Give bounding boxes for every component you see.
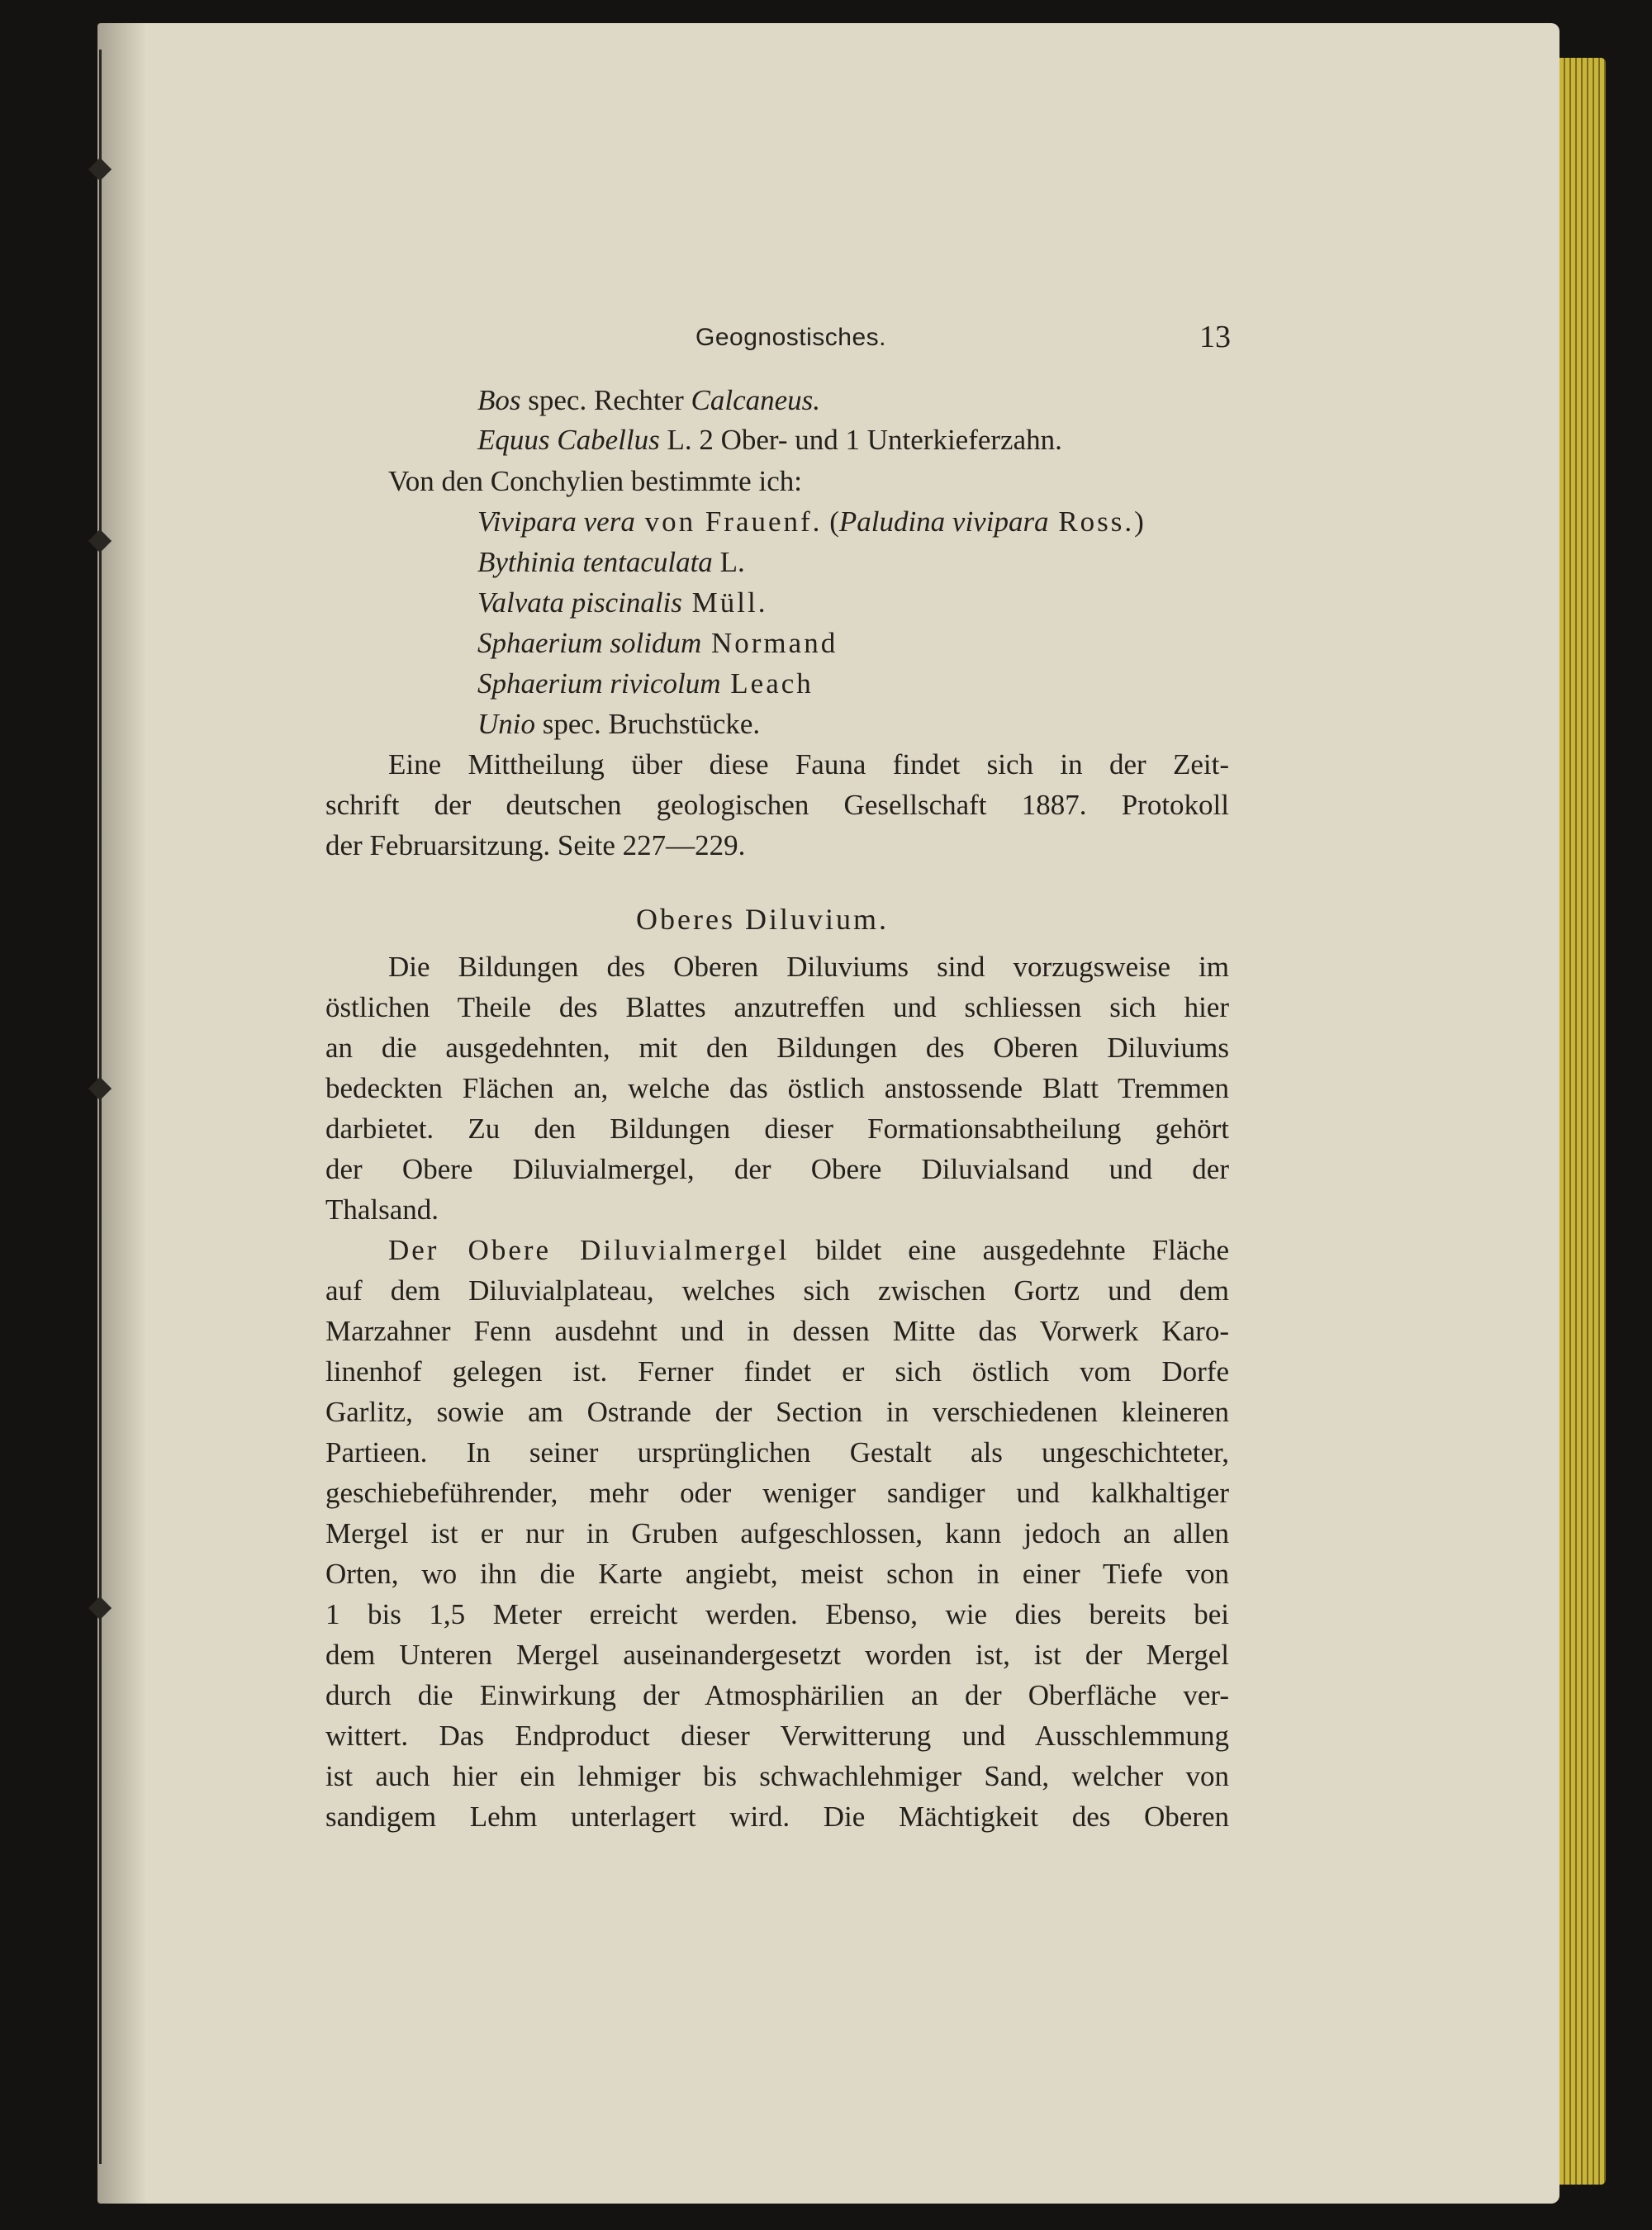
fauna-sphaerium-rivicolum: Sphaerium rivicolum Leach — [477, 667, 814, 700]
paragraph-line: Eine Mittheilung über diese Fauna findet sich in der Zeit- — [388, 748, 1229, 780]
fauna-valvata: Valvata piscinalis Müll. — [477, 586, 768, 619]
paragraph-line: bedeckten Flächen an, welche das östlich anstossende Blatt Tremmen — [325, 1072, 1229, 1104]
fauna-equus: Equus Cabellus L. 2 Ober- und 1 Unterkieferzahn. — [477, 424, 1062, 456]
paragraph-line: Partieen. In seiner ursprünglichen Gestalt als ungeschichteter, — [325, 1436, 1229, 1468]
fauna-unio: Unio spec. Bruchstücke. — [477, 708, 761, 740]
paragraph-line: an die ausgedehnten, mit den Bildungen des Oberen Diluviums — [325, 1032, 1229, 1064]
page-number: 13 — [1199, 320, 1231, 354]
fauna-bos: Bos spec. Rechter Calcaneus. — [477, 384, 821, 416]
paragraph-line: Thalsand. — [325, 1193, 439, 1226]
paragraph-line: geschiebeführender, mehr oder weniger sandiger und kalkhaltiger — [325, 1477, 1229, 1509]
fauna-vivipara: Vivipara vera von Frauenf. (Paludina vivipara Ross.) — [477, 505, 1146, 538]
paragraph-line: der Obere Diluvialmergel, der Obere Diluvialsand und der — [325, 1153, 1229, 1185]
paragraph-line: schrift der deutschen geologischen Gesellschaft 1887. Protokoll — [325, 789, 1229, 821]
paragraph-line: durch die Einwirkung der Atmosphärilien an der Oberfläche ver- — [325, 1679, 1229, 1711]
paragraph-line: linenhof gelegen ist. Ferner findet er sich östlich vom Dorfe — [325, 1355, 1229, 1388]
paragraph-line: der Februarsitzung. Seite 227—229. — [325, 829, 746, 861]
paragraph-line: sandigem Lehm unterlagert wird. Die Mächtigkeit des Oberen — [325, 1801, 1229, 1833]
paragraph-line: östlichen Theile des Blattes anzutreffen und schliessen sich hier — [325, 991, 1229, 1023]
paragraph-line: wittert. Das Endproduct dieser Verwitterung und Ausschlemmung — [325, 1720, 1229, 1752]
paragraph-line: Mergel ist er nur in Gruben aufgeschlossen, kann jedoch an allen — [325, 1517, 1229, 1549]
paragraph-line: ist auch hier ein lehmiger bis schwachlehmiger Sand, welcher von — [325, 1760, 1229, 1792]
paragraph-line: Der Obere Diluvialmergel bildet eine ausgedehnte Fläche — [388, 1234, 1230, 1266]
paragraph-line: 1 bis 1,5 Meter erreicht werden. Ebenso, wie dies bereits bei — [325, 1598, 1229, 1630]
fauna-sphaerium-solidum: Sphaerium solidum Normand — [477, 627, 838, 659]
paragraph-line: Die Bildungen des Oberen Diluviums sind vorzugsweise im — [388, 951, 1229, 983]
paragraph-line: darbietet. Zu den Bildungen dieser Formationsabtheilung gehört — [325, 1113, 1229, 1145]
paragraph-line: Orten, wo ihn die Karte angiebt, meist schon in einer Tiefe von — [325, 1558, 1229, 1590]
conchylien-intro: Von den Conchylien bestimmte ich: — [388, 465, 802, 497]
paragraph-line: auf dem Diluvialplateau, welches sich zwischen Gortz und dem — [325, 1274, 1229, 1307]
fauna-bythinia: Bythinia tentaculata L. — [477, 546, 745, 578]
paragraph-line: dem Unteren Mergel auseinandergesetzt worden ist, ist der Mergel — [325, 1639, 1229, 1671]
section-heading: Oberes Diluvium. — [636, 903, 889, 936]
running-header: Geognostisches. — [695, 324, 886, 351]
paragraph-line: Garlitz, sowie am Ostrande der Section in verschiedenen kleineren — [325, 1396, 1229, 1428]
paragraph-line: Marzahner Fenn ausdehnt und in dessen Mitte das Vorwerk Karo- — [325, 1315, 1229, 1347]
